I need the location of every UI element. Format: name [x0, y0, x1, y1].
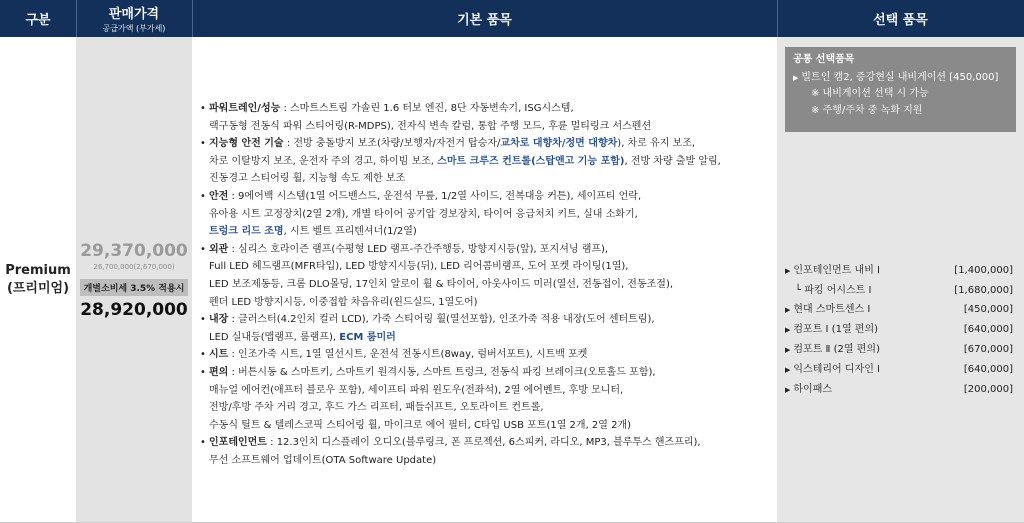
item-title: 지능형 안전 기술	[209, 138, 284, 150]
header-price-sub: 공급가액 (부가세)	[102, 24, 166, 33]
triangle-right-icon: ▶	[785, 346, 791, 354]
option-name: 현대 스마트센스 Ⅰ	[793, 304, 871, 315]
list-item	[200, 311, 772, 346]
model-cell	[0, 37, 76, 523]
header-option-label: 선택 품목	[873, 13, 928, 28]
item-text: : 인조가죽 시트, 1열 열선시트, 운전석 전동시트(8way, 럼버서포트), 시트백 포켓	[228, 349, 588, 361]
header-price-label: 판매가격	[108, 7, 160, 22]
item-title: 시트	[209, 349, 229, 361]
item-text: : 클러스터(4.2인치 컬러 LCD), 가죽 스티어링 휠(열선포함), 인조가죽 적용 내장(도어 센터트림),	[228, 314, 655, 326]
common-option-note: ※ 주행/주차 중 녹화 지원	[811, 104, 923, 116]
item-text: : 스마트스트림 가솔린 1.6 터보 엔진, 8단 자동변속기, ISG시스템,	[280, 103, 574, 114]
item-text: : 전방 충돌방지 보조(차량/보행자/자전거 탑승자/	[283, 138, 501, 150]
list-item	[200, 434, 772, 469]
item-title: 편의	[209, 366, 229, 378]
table-header	[0, 0, 1024, 37]
item-highlight: 트렁크 리드 조명	[209, 226, 284, 238]
header-model-label: 구분	[25, 13, 51, 28]
option-price: [640,000]	[963, 324, 1013, 335]
item-title: 파워트레인/성능	[209, 103, 281, 114]
list-item	[200, 364, 772, 434]
item-title: 인포테인먼트	[209, 437, 267, 449]
triangle-right-icon: ▶	[785, 366, 791, 374]
triangle-right-icon: ▶	[793, 73, 799, 82]
list-item	[200, 241, 772, 311]
header-basic	[192, 0, 777, 37]
list-price: 29,370,000	[80, 240, 188, 261]
option-name: 컴포트 Ⅱ (2열 편의)	[793, 344, 880, 355]
item-text: 차로 이탈방지 보조, 운전자 주의 경고, 하이빔 보조,	[209, 155, 438, 167]
common-option-item	[793, 70, 1008, 87]
common-option-box	[785, 47, 1016, 132]
header-price	[76, 0, 192, 37]
option-price: [1,680,000]	[954, 285, 1013, 296]
item-text: 랙구동형 전동식 파워 스티어링(R-MDPS), 전자식 변속 칼럼, 통합 주행 모드, 후륜 멀티링크 서스펜션	[209, 120, 652, 132]
item-text: 매뉴얼 에어컨(애프터 블로우 포함), 세이프티 파워 윈도우(전좌석), 2열 에어벤트, 후방 모니터,	[209, 384, 624, 396]
tax-badge: 개별소비세 3.5% 적용시	[80, 279, 189, 296]
list-item	[200, 100, 772, 135]
item-text: 진동경고 스티어링 휠, 지능형 속도 제한 보조	[209, 173, 406, 185]
option-price: [670,000]	[963, 344, 1013, 355]
option-item	[785, 320, 1013, 340]
option-price: [450,000]	[963, 304, 1013, 315]
item-text: : 9에어백 시스템(1열 어드밴스드, 운전석 무릎, 1/2열 사이드, 전복대응 커튼), 세이프티 언락,	[228, 190, 642, 202]
item-text: LED 보조제동등, 크롬 DLO몰딩, 17인치 알로이 휠 & 타이어, 아웃사이드 미러(열선, 전동접이, 전동조절),	[209, 278, 674, 290]
option-item	[785, 340, 1013, 360]
final-price: 28,920,000	[80, 299, 188, 320]
option-item	[785, 261, 1013, 281]
triangle-right-icon: ▶	[785, 267, 791, 275]
item-text: : 심리스 호라이즌 램프(수평형 LED 램프-주간주행등, 방향지시등(앞), 포지셔닝 램프),	[228, 243, 609, 255]
header-model	[0, 0, 76, 37]
option-name: 하이패스	[793, 384, 833, 395]
option-item	[785, 380, 1013, 400]
header-option	[777, 0, 1024, 37]
price-cell	[76, 37, 192, 523]
item-highlight: ECM 룸미러	[339, 331, 396, 343]
triangle-right-icon: ▶	[785, 386, 791, 394]
option-name: └ 파킹 어시스트 Ⅰ	[795, 285, 872, 296]
list-item	[200, 135, 772, 188]
option-price: [640,000]	[963, 364, 1013, 375]
item-text: 펜더 LED 방향지시등, 이중접합 차음유리(윈드실드, 1열도어)	[209, 296, 478, 308]
item-text: Full LED 헤드램프(MFR타입), LED 방향지시등(뒤), LED 리어콤비램프, 도어 포켓 라이팅(1열),	[209, 261, 629, 273]
item-title: 외관	[209, 243, 229, 255]
basic-items-cell	[192, 37, 777, 523]
supply-price: 26,700,000(2,670,000)	[93, 262, 175, 271]
option-name: 컴포트 Ⅰ (1열 편의)	[793, 324, 879, 335]
item-title: 내장	[209, 314, 229, 326]
item-text: 전방/후방 주차 거리 경고, 후드 가스 리프터, 패들쉬프트, 오토라이트 컨트롤,	[209, 402, 544, 414]
common-option-text: 빌트인 캠2, 증강현실 내비게이션 [450,000]	[801, 71, 999, 83]
item-text: : 12.3인치 디스플레이 오디오(블루링크, 폰 프로젝션, 6스피커, 라디오, MP3, 블루투스 핸즈프리),	[266, 437, 701, 449]
item-text: ), 차로 유지 보조,	[617, 138, 696, 150]
table-body	[0, 37, 1024, 523]
header-basic-label: 기본 품목	[457, 13, 512, 28]
item-highlight: 교차로 대향차/정면 대향차	[500, 138, 618, 150]
option-price: [1,400,000]	[954, 265, 1013, 276]
basic-items-list	[200, 100, 772, 469]
common-option-title: 공통 선택품목	[793, 54, 855, 65]
option-item	[785, 281, 1013, 300]
option-name: 익스테리어 디자인 Ⅰ	[793, 364, 880, 375]
item-highlight: 스마트 크루즈 컨트롤(스탑앤고 기능 포함)	[437, 155, 625, 167]
item-text: , 전방 차량 출발 알림,	[624, 155, 721, 167]
item-text: , 시트 벨트 프리텐셔너(1/2열)	[283, 226, 417, 238]
option-item	[785, 360, 1013, 380]
item-text: 유아용 시트 고정장치(2열 2개), 개별 타이어 공기압 경보장치, 타이어 응급처치 키트, 실내 소화기,	[209, 208, 638, 220]
option-price: [200,000]	[963, 384, 1013, 395]
list-item	[200, 188, 772, 241]
model-name-ko: (프리미엄)	[6, 281, 70, 296]
item-text: : 버튼시동 & 스마트키, 스마트키 원격시동, 스마트 트렁크, 전동식 파킹 브레이크(오토홀드 포함),	[228, 366, 656, 378]
item-title: 안전	[209, 190, 229, 202]
item-text: 수동식 틸트 & 텔레스코픽 스티어링 휠, 마이크로 에어 필터, C타입 USB 포트(1열 2개, 2열 2개)	[209, 419, 632, 431]
item-text: 무선 소프트웨어 업데이트(OTA Software Update)	[209, 454, 437, 466]
item-text: LED 실내등(맵램프, 룸램프),	[209, 331, 340, 343]
option-name: 인포테인먼트 내비 Ⅰ	[793, 265, 880, 276]
common-option-note: ※ 내비게이션 선택 시 가능	[811, 88, 929, 99]
triangle-right-icon: ▶	[785, 326, 791, 334]
option-items-cell	[777, 37, 1024, 523]
model-name-en: Premium	[5, 263, 71, 278]
list-item	[200, 346, 772, 364]
triangle-right-icon: ▶	[785, 306, 791, 314]
option-item	[785, 300, 1013, 320]
option-list	[785, 261, 1013, 400]
